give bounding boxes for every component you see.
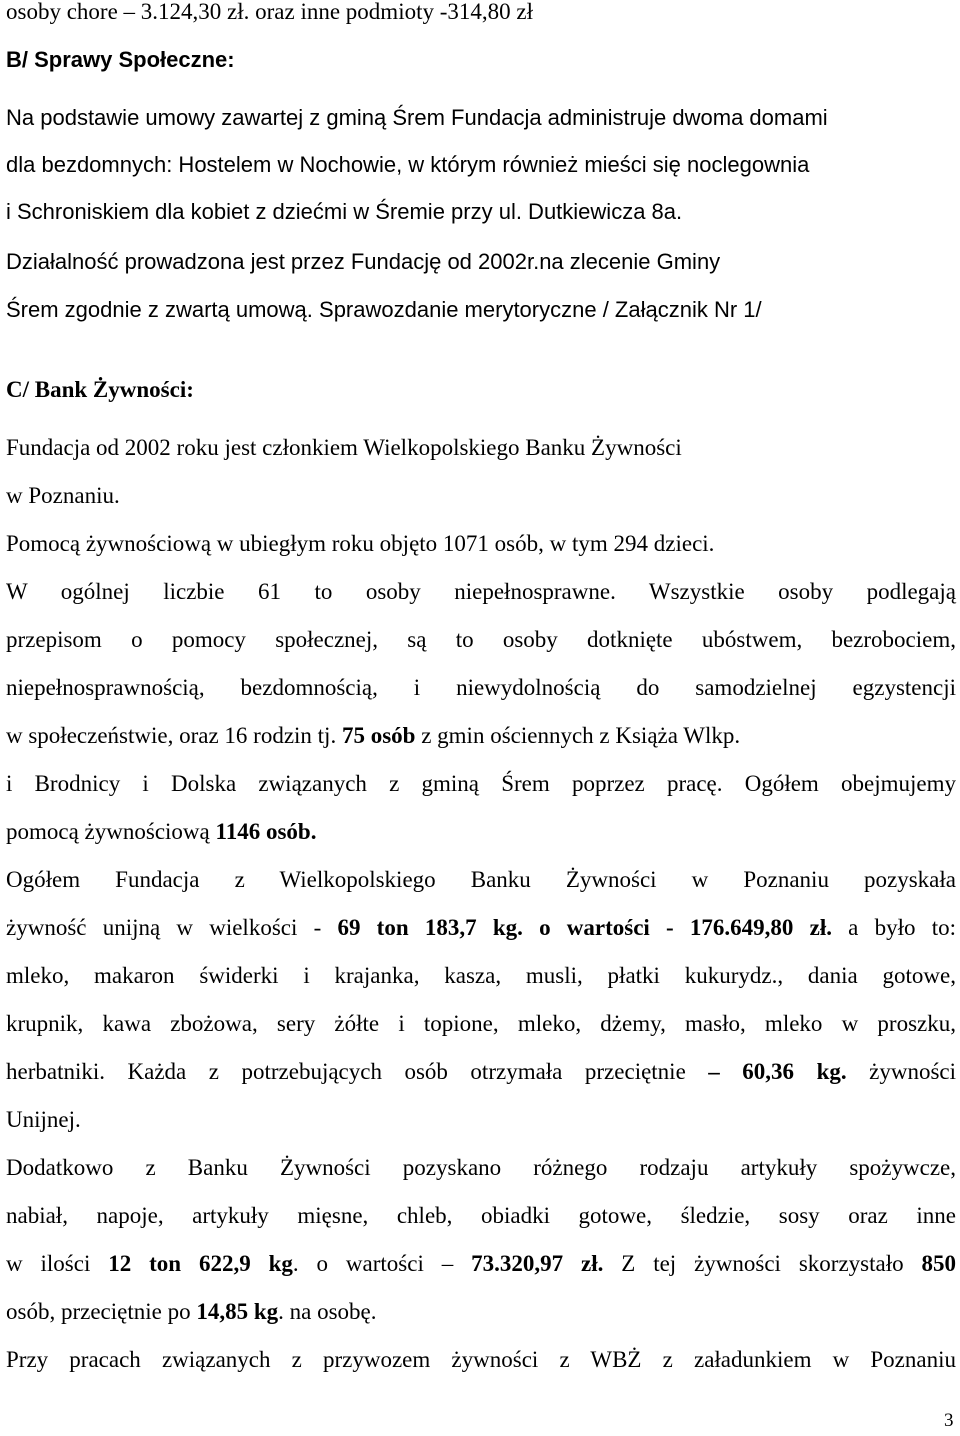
text-run: Śrem zgodnie z zwartą umową. Sprawozdanie merytoryczne / Załącznik Nr 1/ [6,297,762,322]
text-line [6,1250,956,1278]
text-line [6,1346,956,1374]
text-run: Działalność prowadzona jest przez Fundację od 2002r.na zlecenie Gminy [6,249,721,274]
text-line [6,866,956,894]
text-run: mleko, makaron świderki i krajanka, kasza, musli, płatki kukurydz., dania gotowe, [6,963,956,988]
text-run: dla bezdomnych: Hostelem w Nochowie, w którym również mieści się noclegownia [6,152,810,177]
bold-run: 1146 osób. [215,819,317,844]
text-line [6,1154,956,1182]
text-line [6,818,956,846]
bold-run: B/ Sprawy Społeczne: [6,47,235,72]
text-run: niepełnosprawnością, bezdomnością, i niewydolnością do samodzielnej egzystencji [6,675,956,700]
text-run: Dodatkowo z Banku Żywności pozyskano różnego rodzaju artykuły spożywcze, [6,1155,956,1180]
text-run: Fundacja od 2002 roku jest członkiem Wielkopolskiego Banku Żywności [6,435,682,460]
text-line [6,962,956,990]
text-line [6,1202,956,1230]
text-run: . na osobę. [278,1299,377,1324]
text-run: Unijnej. [6,1107,81,1132]
text-run: krupnik, kawa zbożowa, sery żółte i topione, mleko, dżemy, masło, mleko w proszku, [6,1011,956,1036]
text-line [6,482,956,510]
bold-run: 75 osób [341,723,416,748]
text-run: i Brodnicy i Dolska związanych z gminą Śrem poprzez pracę. Ogółem obejmujemy [6,771,956,796]
text-line [6,248,956,276]
text-run: i Schroniskiem dla kobiet z dziećmi w Śremie przy ul. Dutkiewicza 8a. [6,199,683,224]
bold-run: 69 ton 183,7 kg. o wartości - 176.649,80 zł. [337,915,832,940]
text-run: z gmin ościennych z Książa Wlkp. [415,723,741,748]
text-run: przepisom o pomocy społecznej, są to osoby dotknięte ubóstwem, bezrobociem, [6,627,956,652]
text-line [6,1010,956,1038]
text-line [6,530,956,558]
text-run: a było to: [831,915,956,940]
text-run: Ogółem Fundacja z Wielkopolskiego Banku Żywności w Poznaniu pozyskała [6,867,956,892]
section-heading-b [6,46,956,74]
text-run: Pomocą żywnościową w ubiegłym roku objęto 1071 osób, w tym 294 dzieci. [6,531,715,556]
text-line [6,578,956,606]
text-line [6,1298,956,1326]
text-run: herbatniki. Każda z potrzebujących osób otrzymała przeciętnie [6,1059,709,1084]
bold-run: 850 [921,1251,956,1276]
text-line [6,674,956,702]
text-line [6,1106,956,1134]
text-line [6,104,956,132]
text-line [6,914,956,942]
text-run: osoby chore – 3.124,30 zł. oraz inne podmioty -314,80 zł [6,0,533,24]
text-run: w Poznaniu. [6,483,120,508]
bold-run: 73.320,97 zł. [471,1251,604,1276]
text-line [6,0,956,26]
bold-run: 12 ton 622,9 kg [108,1251,293,1276]
text-line [6,722,956,750]
bold-run: C/ Bank Żywności: [6,377,194,402]
page-number: 3 [944,1410,954,1431]
text-line [6,770,956,798]
section-heading-c [6,376,956,404]
bold-run: – 60,36 kg. [708,1059,847,1084]
text-run: Z tej żywności skorzystało [603,1251,922,1276]
text-run: . o wartości – [292,1251,472,1276]
text-run: osób, przeciętnie po [6,1299,197,1324]
text-line [6,626,956,654]
text-run: Na podstawie umowy zawartej z gminą Śrem Fundacja administruje dwoma domami [6,105,828,130]
text-run: Przy pracach związanych z przywozem żywności z WBŻ z załadunkiem w Poznaniu [6,1347,956,1372]
text-run: W ogólnej liczbie 61 to osoby niepełnosprawne. Wszystkie osoby podlegają [6,579,956,604]
text-line [6,1058,956,1086]
text-run: żywności [846,1059,957,1084]
text-line [6,296,956,324]
text-run: żywność unijną w wielkości - [6,915,338,940]
text-run: w ilości [6,1251,109,1276]
text-run: nabiał, napoje, artykuły mięsne, chleb, obiadki gotowe, śledzie, sosy oraz inne [6,1203,956,1228]
text-line [6,434,956,462]
text-line [6,198,956,226]
text-run: pomocą żywnościową [6,819,216,844]
text-run: w społeczeństwie, oraz 16 rodzin tj. [6,723,342,748]
bold-run: 14,85 kg [196,1299,279,1324]
text-line [6,151,956,179]
